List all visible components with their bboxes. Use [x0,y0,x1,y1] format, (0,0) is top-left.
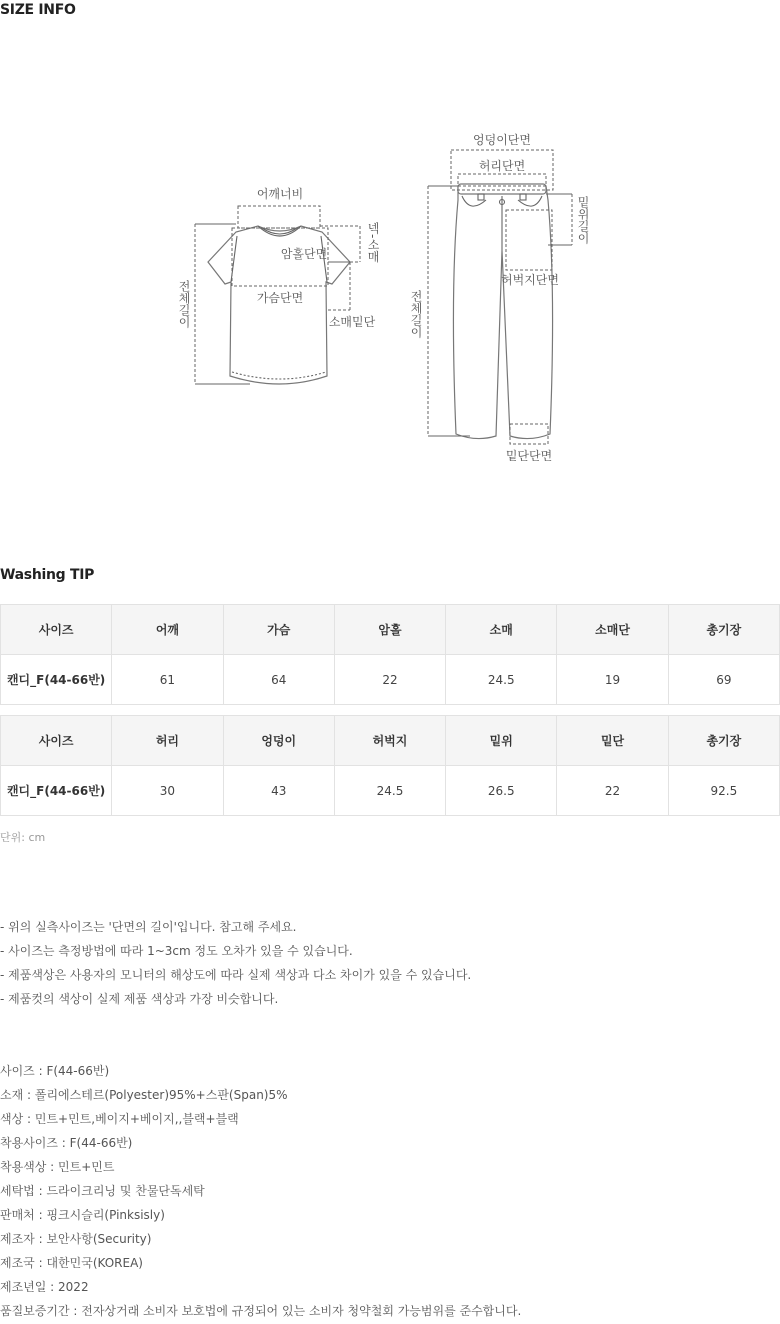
info-line: 소재 : 폴리에스테르(Polyester)95%+스판(Span)5% [0,1088,288,1102]
row-size-cell: 캔디_F(44-66반) [1,655,112,705]
header-cell: 총기장 [668,716,779,766]
chest-label: 가슴단면 [256,291,304,305]
size-info-title: SIZE INFO [0,2,76,18]
header-cell: 가슴 [223,605,334,655]
info-line: 판매처 : 핑크시슬리(Pinksisly) [0,1208,165,1222]
header-cell: 어깨 [112,605,223,655]
pants-length-label: 전체길이 [409,290,423,338]
top-length-label: 전체길이 [177,280,191,328]
note-line: - 위의 실측사이즈는 '단면의 길이'입니다. 참고해 주세요. [0,920,297,934]
table-row [1,655,780,705]
header-cell: 엉덩이 [223,716,334,766]
rise-label: 밑위길이 [576,196,590,244]
tshirt-illustration [208,226,350,384]
table-cell: 22 [334,655,445,705]
info-line: 세탁법 : 드라이크리닝 및 찬물단독세탁 [0,1184,205,1198]
info-line: 품질보증기간 : 전자상거래 소비자 보호법에 규정되어 있는 소비자 청약철회 가능범위를 준수합니다. [0,1304,522,1318]
note-line: - 사이즈는 측정방법에 따라 1~3cm 정도 오차가 있을 수 있습니다. [0,944,353,958]
product-info [0,1059,521,1323]
header-cell: 소매단 [557,605,668,655]
info-line: 착용사이즈 : F(44-66반) [0,1136,133,1150]
row-size-cell: 캔디_F(44-66반) [1,766,112,816]
armhole-label: 암홀단면 [280,247,328,261]
info-line: 제조년일 : 2022 [0,1280,89,1294]
info-line: 제조자 : 보안사항(Security) [0,1232,152,1246]
table-cell: 24.5 [446,655,557,705]
top-size-table [0,604,780,705]
table-cell: 64 [223,655,334,705]
header-cell: 총기장 [668,605,779,655]
table-cell: 43 [223,766,334,816]
pants-hem-label: 밑단단면 [505,449,553,463]
sleeve-hem-label: 소매밑단 [328,315,376,329]
table-cell: 22 [557,766,668,816]
hip-label: 엉덩이단면 [473,133,531,147]
thigh-label: 허벅지단면 [501,273,559,287]
table-cell: 24.5 [334,766,445,816]
table-cell: 92.5 [668,766,779,816]
header-cell: 암홀 [334,605,445,655]
header-cell: 밑위 [446,716,557,766]
table-row [1,766,780,816]
header-cell: 사이즈 [1,716,112,766]
info-line: 사이즈 : F(44-66반) [0,1064,110,1078]
washing-tip-title: Washing TIP [0,567,95,583]
pants-size-table [0,715,780,816]
table-cell: 19 [557,655,668,705]
header-cell: 사이즈 [1,605,112,655]
table-cell: 69 [668,655,779,705]
table-cell: 61 [112,655,223,705]
header-cell: 허리 [112,716,223,766]
unit-note: 단위: cm [0,831,46,844]
table-cell: 30 [112,766,223,816]
info-line: 제조국 : 대한민국(KOREA) [0,1256,143,1270]
header-cell: 소매 [446,605,557,655]
info-line: 착용색상 : 민트+민트 [0,1160,115,1174]
table-header-row [1,716,780,766]
waist-label: 허리단면 [478,159,526,173]
size-diagram [0,120,780,480]
shoulder-label: 어깨너비 [256,187,304,201]
table-cell: 26.5 [446,766,557,816]
pants-illustration [453,184,552,439]
note-line: - 제품색상은 사용자의 모니터의 해상도에 따라 실제 색상과 다소 차이가 있을 수 있습니다. [0,968,472,982]
info-line: 색상 : 민트+민트,베이지+베이지,,블랙+블랙 [0,1112,239,1126]
table-header-row [1,605,780,655]
header-cell: 허벅지 [334,716,445,766]
size-notes [0,915,471,1011]
note-line: - 제품컷의 색상이 실제 제품 색상과 가장 비슷합니다. [0,992,279,1006]
header-cell: 밑단 [557,716,668,766]
neck-sleeve-label: 넥-소매 [366,222,380,263]
